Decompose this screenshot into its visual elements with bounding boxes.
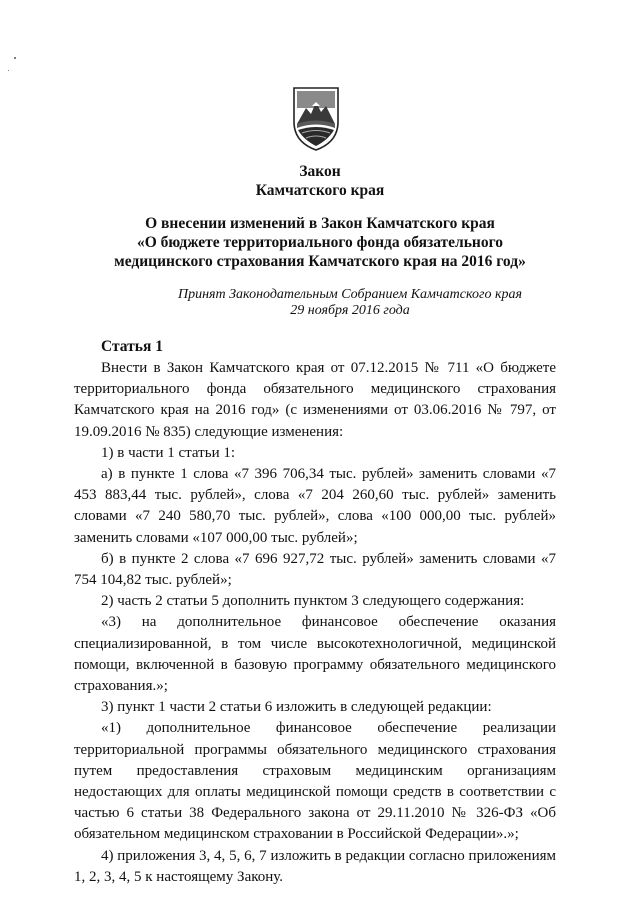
document-region: Камчатского края	[255, 182, 385, 199]
subject-line-3: медицинского страхования Камчатского края на 2016 год»	[114, 253, 526, 270]
subject-line-1: О внесении изменений в Закон Камчатского края	[145, 215, 495, 232]
document-type: Закон	[299, 163, 341, 180]
kamchatka-coat-of-arms-icon	[288, 84, 344, 152]
scan-speck	[14, 57, 16, 59]
article-body	[74, 358, 556, 888]
article-paragraph: а) в пункте 1 слова «7 396 706,34 тыс. рублей» заменить словами «7 453 883,44 тыс. рублей», слова «7 204 260,60 тыс. рублей» заменить словами «7 240 580,70 тыс. рублей», слова «100 000,00 тыс. рублей» заменить словами «107 000,00 тыс. рублей»;	[74, 466, 556, 546]
adoption-line-1: Принят Законодательным Собранием Камчатского края	[177, 287, 523, 302]
article-paragraph: б) в пункте 2 слова «7 696 927,72 тыс. рублей» заменить словами «7 754 104,82 тыс. рублей»;	[74, 550, 556, 589]
article-paragraph: 1) в части 1 статьи 1:	[101, 444, 236, 461]
adoption-date: 29 ноября 2016 года	[290, 303, 410, 318]
scan-speck	[8, 70, 9, 71]
article-paragraph: «3) на дополнительное финансовое обеспечение оказания специализированной, в том числе высокотехнологичной, медицинской помощи, включенной в базовую программу обязательного медицинского страхования.»;	[74, 614, 556, 695]
article-paragraph: «1) дополнительное финансовое обеспечение реализации территориальной программы обязательного медицинского страхования путем предоставления страховым медицинским организациям недостающих для оплаты медицинской помощи средств в соответствии с частью 6 статьи 38 Федерального закона от 29.11.2010 № 326-ФЗ «Об обязательном медицинском страховании в Российской Федерации».»;	[74, 720, 556, 843]
article-paragraph: 2) часть 2 статьи 5 дополнить пунктом 3 следующего содержания:	[101, 593, 525, 610]
article-heading: Статья 1	[101, 338, 163, 355]
subject-line-2: «О бюджете территориального фонда обязательного	[136, 234, 504, 251]
article-paragraph: Внести в Закон Камчатского края от 07.12.2015 № 711 «О бюджете территориального фонда обязательного медицинского страхования Камчатского края на 2016 год» (с изменениями от 03.06.2016 № 797, от 19.09.2016 № 835) следующие изменения:	[74, 360, 556, 440]
article-paragraph: 4) приложения 3, 4, 5, 6, 7 изложить в редакции согласно приложениям 1, 2, 3, 4, 5 к настоящему Закону.	[74, 847, 556, 885]
article-paragraph: 3) пункт 1 части 2 статьи 6 изложить в следующей редакции:	[101, 699, 492, 716]
